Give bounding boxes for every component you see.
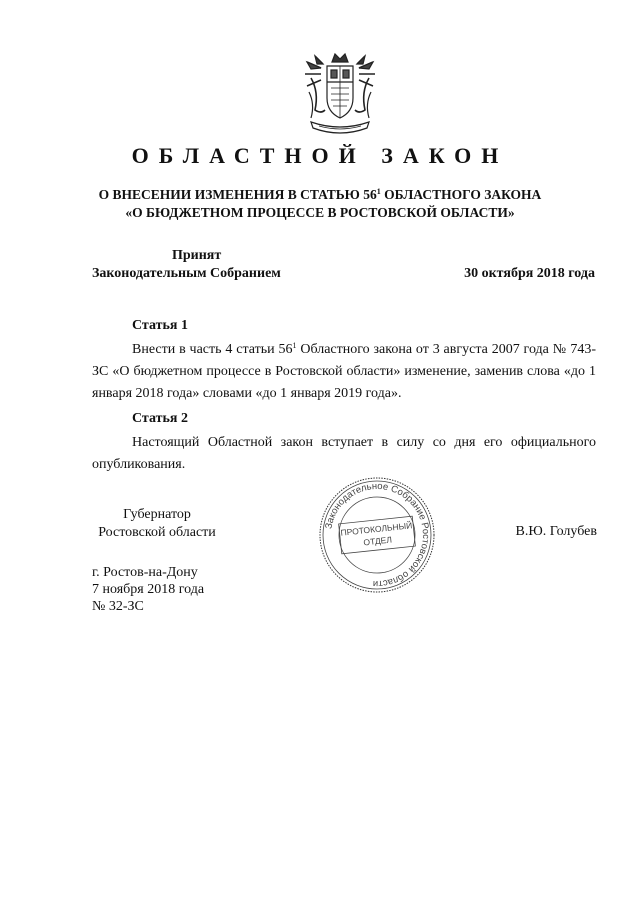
subtitle-line-1-main: О ВНЕСЕНИИ ИЗМЕНЕНИЯ В СТАТЬЮ 56 (98, 187, 377, 202)
footer-number: № 32-ЗС (92, 599, 144, 614)
governor-title (92, 506, 222, 542)
coat-of-arms-icon (301, 52, 379, 137)
subtitle-line-1-tail: ОБЛАСТНОГО ЗАКОНА (380, 187, 542, 202)
adopted-label: Принят (172, 248, 222, 263)
law-subtitle (0, 186, 640, 222)
subtitle-line-2: «О БЮДЖЕТНОМ ПРОЦЕССЕ В РОСТОВСКОЙ ОБЛАСТИ» (125, 205, 515, 220)
adoption-date: 30 октября 2018 года (464, 266, 595, 281)
article-1-text-tail: Областного закона от 3 августа 2007 года № 743-ЗС «О бюджетном процессе в Ростовской области» изменение, заменив слова «до 1 января 2018 года» словами «до 1 января 2019 года». (92, 342, 596, 401)
governor-name: В.Ю. Голубев (515, 524, 597, 539)
footer-date: 7 ноября 2018 года (92, 582, 205, 597)
article-1-title: Статья 1 (132, 318, 188, 333)
superscript: 1 (376, 187, 381, 196)
article-2-title: Статья 2 (132, 411, 188, 426)
document-footer (92, 564, 204, 615)
governor-title-line-1: Губернатор (123, 507, 191, 522)
seal-inner-line-2: ОТДЕЛ (362, 534, 393, 548)
article-2-text: Настоящий Областной закон вступает в силу со дня его официального опубликования. (92, 435, 596, 472)
subtitle-line-1 (0, 186, 640, 204)
governor-title-line-2: Ростовской области (98, 525, 216, 540)
article-1-text-main: Внести в часть 4 статьи 56 (132, 342, 293, 357)
adopted-by: Законодательным Собранием (92, 266, 281, 281)
article-1-text (92, 339, 596, 405)
superscript: 1 (292, 341, 297, 350)
footer-city: г. Ростов-на-Дону (92, 565, 198, 580)
seal-inner-line-1: ПРОТОКОЛЬНЫЙ (340, 520, 413, 538)
law-title: ОБЛАСТНОЙ ЗАКОН (131, 143, 509, 168)
official-seal (318, 476, 436, 594)
seal-outer-text: Законодательное Собрание Ростовской области (323, 480, 432, 590)
